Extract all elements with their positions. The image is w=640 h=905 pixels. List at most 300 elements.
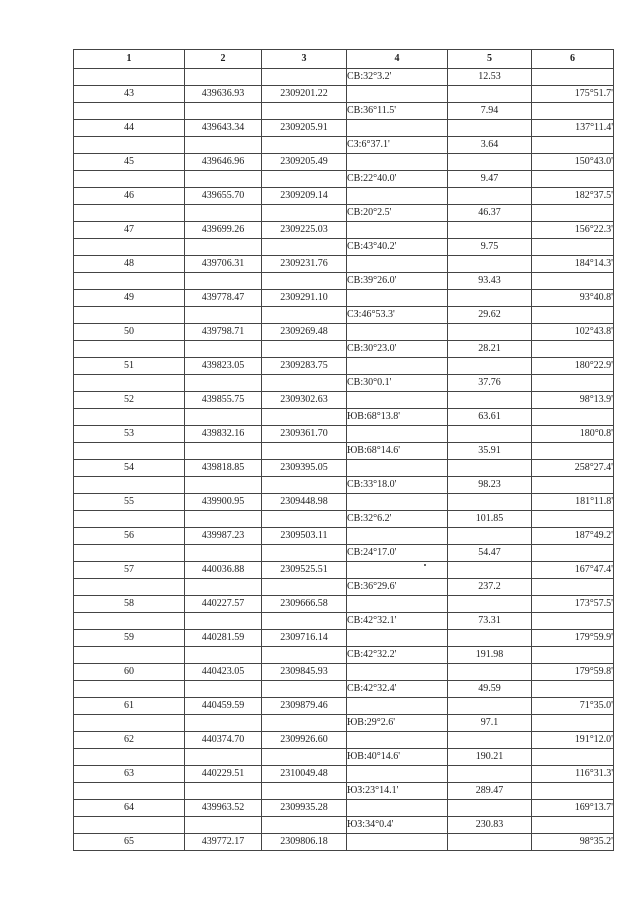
empty-cell xyxy=(262,137,347,154)
angle-cell: 180°22.9' xyxy=(532,358,614,375)
segment-row xyxy=(74,511,614,528)
point-number-cell: 48 xyxy=(74,256,185,273)
y-coordinate-cell: 2309231.76 xyxy=(262,256,347,273)
empty-cell xyxy=(448,392,532,409)
angle-cell: 191°12.0' xyxy=(532,732,614,749)
empty-cell xyxy=(448,222,532,239)
empty-cell xyxy=(262,375,347,392)
bearing-cell: ЮВ:40°14.6' xyxy=(347,749,448,766)
distance-cell: 73.31 xyxy=(448,613,532,630)
angle-cell: 169°13.7' xyxy=(532,800,614,817)
bearing-cell: СЗ:46°53.3' xyxy=(347,307,448,324)
empty-cell xyxy=(74,715,185,732)
empty-cell xyxy=(448,256,532,273)
empty-cell xyxy=(262,69,347,86)
angle-cell: 179°59.9' xyxy=(532,630,614,647)
empty-cell xyxy=(74,443,185,460)
segment-row xyxy=(74,681,614,698)
bearing-cell: СВ:42°32.4' xyxy=(347,681,448,698)
empty-cell xyxy=(532,783,614,800)
segment-row xyxy=(74,783,614,800)
empty-cell xyxy=(532,545,614,562)
empty-cell xyxy=(532,749,614,766)
empty-cell xyxy=(185,103,262,120)
empty-cell xyxy=(262,613,347,630)
segment-row xyxy=(74,647,614,664)
empty-cell xyxy=(448,426,532,443)
bearing-cell: СВ:30°0.1' xyxy=(347,375,448,392)
distance-cell: 37.76 xyxy=(448,375,532,392)
empty-cell xyxy=(347,698,448,715)
empty-cell xyxy=(448,86,532,103)
empty-cell xyxy=(262,239,347,256)
empty-cell xyxy=(532,579,614,596)
empty-cell xyxy=(262,647,347,664)
empty-cell xyxy=(262,205,347,222)
point-row xyxy=(74,494,614,511)
empty-cell xyxy=(532,613,614,630)
x-coordinate-cell: 440229.51 xyxy=(185,766,262,783)
bearing-cell: СВ:30°23.0' xyxy=(347,341,448,358)
empty-cell xyxy=(262,579,347,596)
empty-cell xyxy=(532,443,614,460)
x-coordinate-cell: 439772.17 xyxy=(185,834,262,851)
segment-row xyxy=(74,103,614,120)
empty-cell xyxy=(262,681,347,698)
bearing-cell: ЮЗ:34°0.4' xyxy=(347,817,448,834)
y-coordinate-cell: 2309201.22 xyxy=(262,86,347,103)
angle-cell: 187°49.2' xyxy=(532,528,614,545)
angle-cell: 175°51.7' xyxy=(532,86,614,103)
empty-cell xyxy=(185,715,262,732)
distance-cell: 9.47 xyxy=(448,171,532,188)
distance-cell: 46.37 xyxy=(448,205,532,222)
empty-cell xyxy=(448,460,532,477)
angle-cell: 116°31.3' xyxy=(532,766,614,783)
empty-cell xyxy=(262,103,347,120)
x-coordinate-cell: 439778.47 xyxy=(185,290,262,307)
angle-cell: 71°35.0' xyxy=(532,698,614,715)
y-coordinate-cell: 2309879.46 xyxy=(262,698,347,715)
empty-cell xyxy=(347,188,448,205)
stray-dot xyxy=(424,564,426,566)
point-row xyxy=(74,460,614,477)
empty-cell xyxy=(74,545,185,562)
point-row xyxy=(74,834,614,851)
empty-cell xyxy=(185,545,262,562)
point-number-cell: 57 xyxy=(74,562,185,579)
empty-cell xyxy=(74,307,185,324)
point-row xyxy=(74,324,614,341)
empty-cell xyxy=(74,409,185,426)
empty-cell xyxy=(185,511,262,528)
empty-cell xyxy=(74,171,185,188)
empty-cell xyxy=(262,545,347,562)
empty-cell xyxy=(262,409,347,426)
segment-row xyxy=(74,613,614,630)
empty-cell xyxy=(74,613,185,630)
empty-cell xyxy=(448,664,532,681)
point-number-cell: 45 xyxy=(74,154,185,171)
x-coordinate-cell: 439987.23 xyxy=(185,528,262,545)
point-number-cell: 50 xyxy=(74,324,185,341)
point-row xyxy=(74,596,614,613)
distance-cell: 98.23 xyxy=(448,477,532,494)
bearing-cell: СВ:43°40.2' xyxy=(347,239,448,256)
bearing-cell: ЮВ:29°2.6' xyxy=(347,715,448,732)
x-coordinate-cell: 439823.05 xyxy=(185,358,262,375)
empty-cell xyxy=(448,290,532,307)
empty-cell xyxy=(74,749,185,766)
distance-cell: 7.94 xyxy=(448,103,532,120)
point-number-cell: 58 xyxy=(74,596,185,613)
empty-cell xyxy=(74,817,185,834)
table-body xyxy=(74,69,614,851)
bearing-cell: ЮВ:68°13.8' xyxy=(347,409,448,426)
point-row xyxy=(74,188,614,205)
point-row xyxy=(74,800,614,817)
point-row xyxy=(74,154,614,171)
empty-cell xyxy=(185,681,262,698)
empty-cell xyxy=(347,766,448,783)
segment-row xyxy=(74,341,614,358)
empty-cell xyxy=(448,766,532,783)
segment-row xyxy=(74,409,614,426)
distance-cell: 28.21 xyxy=(448,341,532,358)
point-number-cell: 49 xyxy=(74,290,185,307)
empty-cell xyxy=(448,120,532,137)
point-number-cell: 46 xyxy=(74,188,185,205)
x-coordinate-cell: 439832.16 xyxy=(185,426,262,443)
point-row xyxy=(74,392,614,409)
distance-cell: 9.75 xyxy=(448,239,532,256)
empty-cell xyxy=(185,171,262,188)
empty-cell xyxy=(532,681,614,698)
empty-cell xyxy=(262,273,347,290)
x-coordinate-cell: 440281.59 xyxy=(185,630,262,647)
empty-cell xyxy=(448,596,532,613)
distance-cell: 35.91 xyxy=(448,443,532,460)
empty-cell xyxy=(185,137,262,154)
segment-row xyxy=(74,307,614,324)
empty-cell xyxy=(74,341,185,358)
segment-row xyxy=(74,443,614,460)
empty-cell xyxy=(185,239,262,256)
point-number-cell: 65 xyxy=(74,834,185,851)
empty-cell xyxy=(185,817,262,834)
empty-cell xyxy=(74,375,185,392)
point-number-cell: 52 xyxy=(74,392,185,409)
distance-cell: 190.21 xyxy=(448,749,532,766)
distance-cell: 29.62 xyxy=(448,307,532,324)
empty-cell xyxy=(448,732,532,749)
empty-cell xyxy=(347,392,448,409)
bearing-cell: СВ:33°18.0' xyxy=(347,477,448,494)
point-number-cell: 47 xyxy=(74,222,185,239)
empty-cell xyxy=(448,528,532,545)
empty-cell xyxy=(185,409,262,426)
bearing-cell: СВ:42°32.2' xyxy=(347,647,448,664)
distance-cell: 289.47 xyxy=(448,783,532,800)
point-number-cell: 51 xyxy=(74,358,185,375)
angle-cell: 137°11.4' xyxy=(532,120,614,137)
y-coordinate-cell: 2309302.63 xyxy=(262,392,347,409)
empty-cell xyxy=(185,375,262,392)
empty-cell xyxy=(262,341,347,358)
empty-cell xyxy=(532,307,614,324)
empty-cell xyxy=(74,273,185,290)
segment-row xyxy=(74,273,614,290)
bearing-cell: ЮВ:68°14.6' xyxy=(347,443,448,460)
point-row xyxy=(74,290,614,307)
bearing-cell: СВ:36°29.6' xyxy=(347,579,448,596)
empty-cell xyxy=(74,477,185,494)
empty-cell xyxy=(347,630,448,647)
x-coordinate-cell: 440423.05 xyxy=(185,664,262,681)
angle-cell: 184°14.3' xyxy=(532,256,614,273)
empty-cell xyxy=(532,477,614,494)
angle-cell: 102°43.8' xyxy=(532,324,614,341)
y-coordinate-cell: 2309845.93 xyxy=(262,664,347,681)
empty-cell xyxy=(532,409,614,426)
x-coordinate-cell: 439818.85 xyxy=(185,460,262,477)
y-coordinate-cell: 2309209.14 xyxy=(262,188,347,205)
empty-cell xyxy=(262,171,347,188)
empty-cell xyxy=(74,137,185,154)
empty-cell xyxy=(185,647,262,664)
y-coordinate-cell: 2309716.14 xyxy=(262,630,347,647)
empty-cell xyxy=(185,205,262,222)
empty-cell xyxy=(74,239,185,256)
distance-cell: 12.53 xyxy=(448,69,532,86)
angle-cell: 150°43.0' xyxy=(532,154,614,171)
empty-cell xyxy=(448,358,532,375)
point-row xyxy=(74,426,614,443)
distance-cell: 191.98 xyxy=(448,647,532,664)
empty-cell xyxy=(347,664,448,681)
column-header-5: 5 xyxy=(448,50,532,69)
empty-cell xyxy=(532,647,614,664)
empty-cell xyxy=(532,69,614,86)
y-coordinate-cell: 2309448.98 xyxy=(262,494,347,511)
point-number-cell: 62 xyxy=(74,732,185,749)
y-coordinate-cell: 2309666.58 xyxy=(262,596,347,613)
segment-row xyxy=(74,239,614,256)
angle-cell: 258°27.4' xyxy=(532,460,614,477)
point-row xyxy=(74,664,614,681)
angle-cell: 179°59.8' xyxy=(532,664,614,681)
empty-cell xyxy=(74,205,185,222)
x-coordinate-cell: 439798.71 xyxy=(185,324,262,341)
point-row xyxy=(74,120,614,137)
segment-row xyxy=(74,579,614,596)
coordinate-sheet xyxy=(73,49,613,851)
point-row xyxy=(74,766,614,783)
column-header-6: 6 xyxy=(532,50,614,69)
empty-cell xyxy=(185,783,262,800)
angle-cell: 180°0.8' xyxy=(532,426,614,443)
bearing-cell: СВ:42°32.1' xyxy=(347,613,448,630)
empty-cell xyxy=(74,511,185,528)
point-number-cell: 55 xyxy=(74,494,185,511)
x-coordinate-cell: 439963.52 xyxy=(185,800,262,817)
distance-cell: 97.1 xyxy=(448,715,532,732)
y-coordinate-cell: 2309269.48 xyxy=(262,324,347,341)
empty-cell xyxy=(262,817,347,834)
segment-row xyxy=(74,137,614,154)
empty-cell xyxy=(347,256,448,273)
empty-cell xyxy=(262,783,347,800)
empty-cell xyxy=(448,324,532,341)
empty-cell xyxy=(262,715,347,732)
angle-cell: 182°37.5' xyxy=(532,188,614,205)
x-coordinate-cell: 439643.34 xyxy=(185,120,262,137)
y-coordinate-cell: 2309926.60 xyxy=(262,732,347,749)
y-coordinate-cell: 2309205.91 xyxy=(262,120,347,137)
bearing-cell: СВ:39°26.0' xyxy=(347,273,448,290)
segment-row xyxy=(74,375,614,392)
empty-cell xyxy=(448,188,532,205)
y-coordinate-cell: 2309395.05 xyxy=(262,460,347,477)
empty-cell xyxy=(347,358,448,375)
bearing-cell: СВ:32°6.2' xyxy=(347,511,448,528)
empty-cell xyxy=(347,290,448,307)
point-row xyxy=(74,256,614,273)
empty-cell xyxy=(74,103,185,120)
point-row xyxy=(74,630,614,647)
point-row xyxy=(74,86,614,103)
segment-row xyxy=(74,477,614,494)
empty-cell xyxy=(262,477,347,494)
empty-cell xyxy=(185,69,262,86)
empty-cell xyxy=(347,494,448,511)
empty-cell xyxy=(185,307,262,324)
y-coordinate-cell: 2309205.49 xyxy=(262,154,347,171)
empty-cell xyxy=(532,103,614,120)
bearing-cell: СВ:36°11.5' xyxy=(347,103,448,120)
angle-cell: 93°40.8' xyxy=(532,290,614,307)
empty-cell xyxy=(347,562,448,579)
segment-row xyxy=(74,171,614,188)
segment-row xyxy=(74,715,614,732)
empty-cell xyxy=(347,426,448,443)
empty-cell xyxy=(532,273,614,290)
segment-row xyxy=(74,69,614,86)
empty-cell xyxy=(532,375,614,392)
segment-row xyxy=(74,817,614,834)
empty-cell xyxy=(532,817,614,834)
empty-cell xyxy=(185,613,262,630)
y-coordinate-cell: 2310049.48 xyxy=(262,766,347,783)
point-row xyxy=(74,562,614,579)
empty-cell xyxy=(532,137,614,154)
empty-cell xyxy=(185,477,262,494)
point-row xyxy=(74,732,614,749)
bearing-cell: СВ:24°17.0' xyxy=(347,545,448,562)
empty-cell xyxy=(347,86,448,103)
empty-cell xyxy=(448,630,532,647)
empty-cell xyxy=(347,596,448,613)
distance-cell: 101.85 xyxy=(448,511,532,528)
point-number-cell: 59 xyxy=(74,630,185,647)
empty-cell xyxy=(74,579,185,596)
point-number-cell: 56 xyxy=(74,528,185,545)
y-coordinate-cell: 2309291.10 xyxy=(262,290,347,307)
bearing-cell: ЮЗ:23°14.1' xyxy=(347,783,448,800)
x-coordinate-cell: 439655.70 xyxy=(185,188,262,205)
distance-cell: 63.61 xyxy=(448,409,532,426)
empty-cell xyxy=(262,307,347,324)
distance-cell: 93.43 xyxy=(448,273,532,290)
empty-cell xyxy=(185,749,262,766)
x-coordinate-cell: 439855.75 xyxy=(185,392,262,409)
angle-cell: 167°47.4' xyxy=(532,562,614,579)
empty-cell xyxy=(532,341,614,358)
segment-row xyxy=(74,749,614,766)
empty-cell xyxy=(185,341,262,358)
y-coordinate-cell: 2309503.11 xyxy=(262,528,347,545)
empty-cell xyxy=(347,460,448,477)
distance-cell: 230.83 xyxy=(448,817,532,834)
angle-cell: 156°22.3' xyxy=(532,222,614,239)
point-row xyxy=(74,222,614,239)
point-number-cell: 54 xyxy=(74,460,185,477)
point-row xyxy=(74,358,614,375)
empty-cell xyxy=(74,783,185,800)
x-coordinate-cell: 440374.70 xyxy=(185,732,262,749)
empty-cell xyxy=(262,511,347,528)
empty-cell xyxy=(347,834,448,851)
empty-cell xyxy=(347,324,448,341)
x-coordinate-cell: 440459.59 xyxy=(185,698,262,715)
point-number-cell: 63 xyxy=(74,766,185,783)
point-number-cell: 53 xyxy=(74,426,185,443)
empty-cell xyxy=(74,69,185,86)
empty-cell xyxy=(532,511,614,528)
empty-cell xyxy=(262,443,347,460)
empty-cell xyxy=(448,562,532,579)
empty-cell xyxy=(448,698,532,715)
y-coordinate-cell: 2309225.03 xyxy=(262,222,347,239)
y-coordinate-cell: 2309935.28 xyxy=(262,800,347,817)
empty-cell xyxy=(532,171,614,188)
empty-cell xyxy=(185,443,262,460)
point-number-cell: 64 xyxy=(74,800,185,817)
point-row xyxy=(74,698,614,715)
empty-cell xyxy=(74,681,185,698)
distance-cell: 237.2 xyxy=(448,579,532,596)
bearing-cell: СВ:22°40.0' xyxy=(347,171,448,188)
empty-cell xyxy=(532,239,614,256)
empty-cell xyxy=(185,273,262,290)
angle-cell: 181°11.8' xyxy=(532,494,614,511)
bearing-cell: СВ:20°2.5' xyxy=(347,205,448,222)
y-coordinate-cell: 2309806.18 xyxy=(262,834,347,851)
column-header-1: 1 xyxy=(74,50,185,69)
distance-cell: 54.47 xyxy=(448,545,532,562)
y-coordinate-cell: 2309525.51 xyxy=(262,562,347,579)
segment-row xyxy=(74,545,614,562)
x-coordinate-cell: 439636.93 xyxy=(185,86,262,103)
empty-cell xyxy=(448,800,532,817)
x-coordinate-cell: 440227.57 xyxy=(185,596,262,613)
bearing-cell: СВ:32°3.2' xyxy=(347,69,448,86)
point-row xyxy=(74,528,614,545)
x-coordinate-cell: 439699.26 xyxy=(185,222,262,239)
header-row xyxy=(74,50,614,69)
empty-cell xyxy=(347,732,448,749)
x-coordinate-cell: 439646.96 xyxy=(185,154,262,171)
